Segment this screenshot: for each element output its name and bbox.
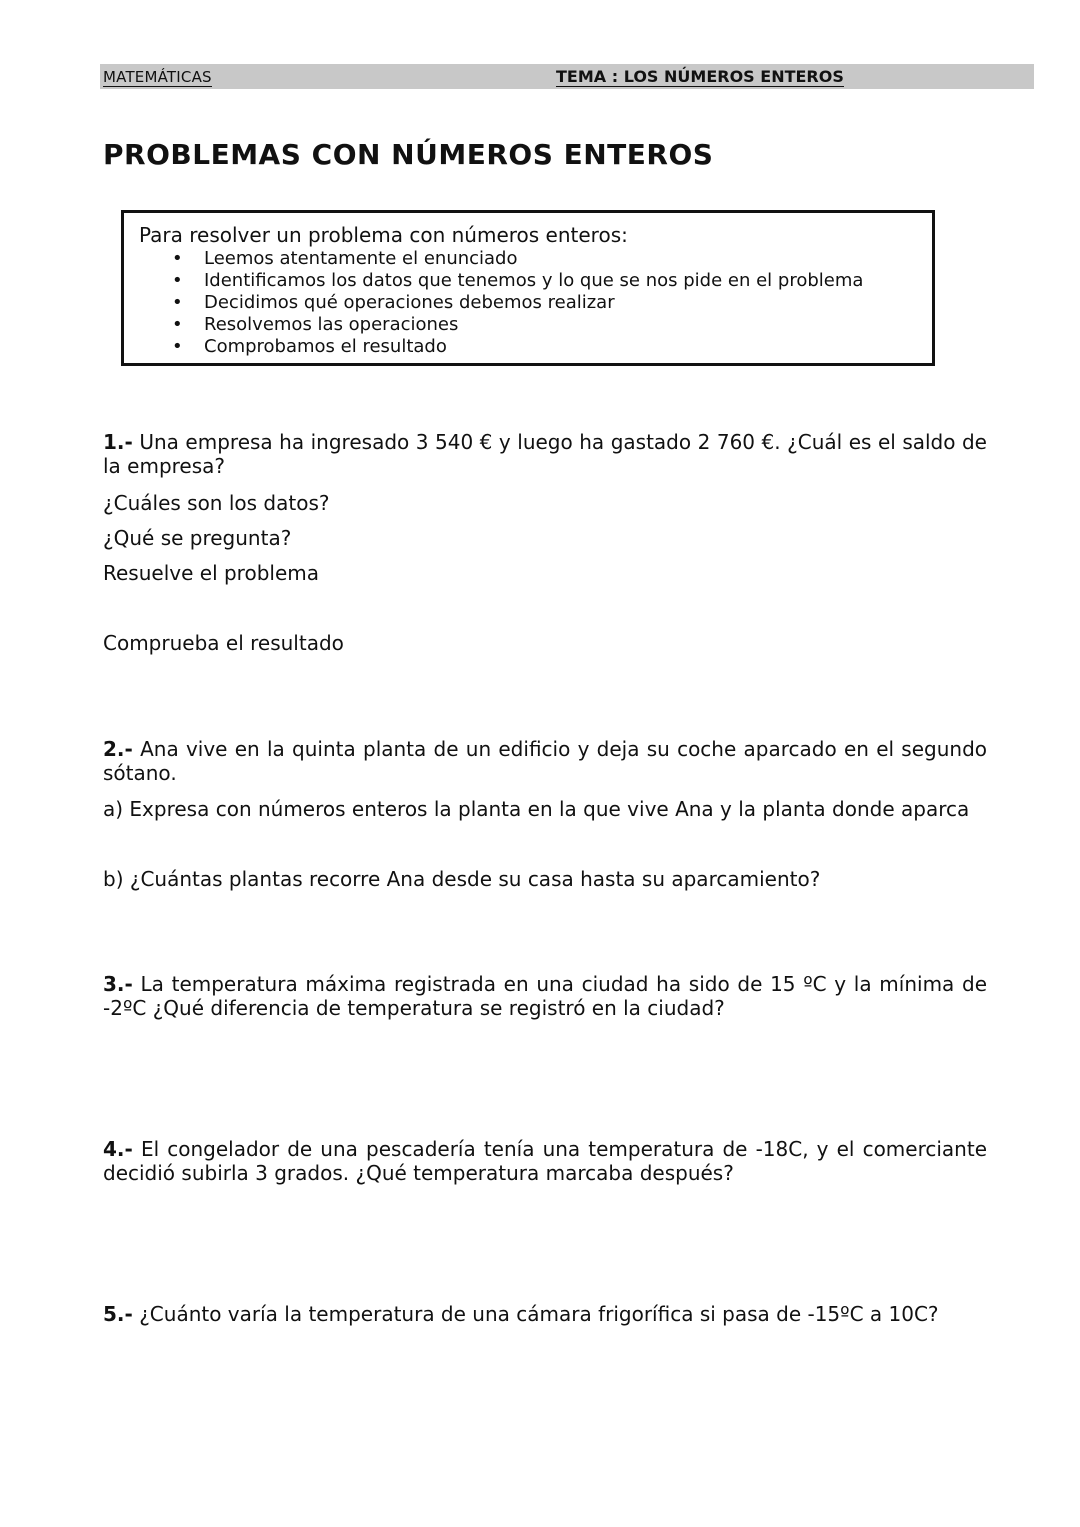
rule-text: Comprobamos el resultado bbox=[204, 336, 447, 357]
problem-number: 2.- bbox=[103, 737, 133, 761]
problem-2 bbox=[103, 737, 987, 785]
question-check: Comprueba el resultado bbox=[103, 631, 344, 655]
list-item bbox=[124, 336, 863, 358]
question-ask: ¿Qué se pregunta? bbox=[103, 526, 292, 550]
problem-number: 3.- bbox=[103, 972, 133, 996]
header-subject: MATEMÁTICAS bbox=[103, 68, 212, 86]
question-solve: Resuelve el problema bbox=[103, 561, 319, 585]
bullet-icon: • bbox=[172, 248, 183, 269]
rule-text: Resolvemos las operaciones bbox=[204, 314, 459, 335]
problem-5 bbox=[103, 1302, 987, 1326]
problem-2-part-a: a) Expresa con números enteros la planta en la que vive Ana y la planta donde aparca bbox=[103, 797, 970, 821]
bullet-icon: • bbox=[172, 314, 183, 335]
problem-2-part-b: b) ¿Cuántas plantas recorre Ana desde su casa hasta su aparcamiento? bbox=[103, 867, 821, 891]
problem-text: Ana vive en la quinta planta de un edificio y deja su coche aparcado en el segundo sótano. bbox=[103, 737, 988, 785]
problem-text: Una empresa ha ingresado 3 540 € y luego ha gastado 2 760 €. ¿Cuál es el saldo de la empresa? bbox=[103, 430, 987, 478]
bullet-icon: • bbox=[172, 336, 183, 357]
list-item bbox=[124, 314, 863, 336]
problem-number: 4.- bbox=[103, 1137, 133, 1161]
rules-list bbox=[124, 248, 863, 358]
problem-4 bbox=[103, 1137, 987, 1185]
page-title: PROBLEMAS CON NÚMEROS ENTEROS bbox=[103, 138, 714, 171]
question-data: ¿Cuáles son los datos? bbox=[103, 491, 330, 515]
bullet-icon: • bbox=[172, 292, 183, 313]
problem-number: 5.- bbox=[103, 1302, 133, 1326]
problem-3 bbox=[103, 972, 987, 1020]
header-topic: TEMA : LOS NÚMEROS ENTEROS bbox=[556, 67, 844, 86]
bullet-icon: • bbox=[172, 270, 183, 291]
problem-text: El congelador de una pescadería tenía una temperatura de -18C, y el comerciante decidió subirla 3 grados. ¿Qué temperatura marcaba después? bbox=[103, 1137, 988, 1185]
problem-number: 1.- bbox=[103, 430, 133, 454]
problem-1 bbox=[103, 430, 987, 478]
list-item bbox=[124, 248, 863, 270]
problem-text: La temperatura máxima registrada en una ciudad ha sido de 15 ºC y la mínima de -2ºC ¿Qué diferencia de temperatura se registró en la ciudad? bbox=[103, 972, 987, 1020]
list-item bbox=[124, 270, 863, 292]
problem-text: ¿Cuánto varía la temperatura de una cámara frigorífica si pasa de -15ºC a 10C? bbox=[139, 1302, 939, 1326]
rules-intro: Para resolver un problema con números enteros: bbox=[139, 223, 628, 247]
rule-text: Decidimos qué operaciones debemos realizar bbox=[204, 292, 615, 313]
rule-text: Leemos atentamente el enunciado bbox=[204, 248, 518, 269]
list-item bbox=[124, 292, 863, 314]
rules-box bbox=[121, 210, 935, 366]
rule-text: Identificamos los datos que tenemos y lo que se nos pide en el problema bbox=[204, 270, 864, 291]
